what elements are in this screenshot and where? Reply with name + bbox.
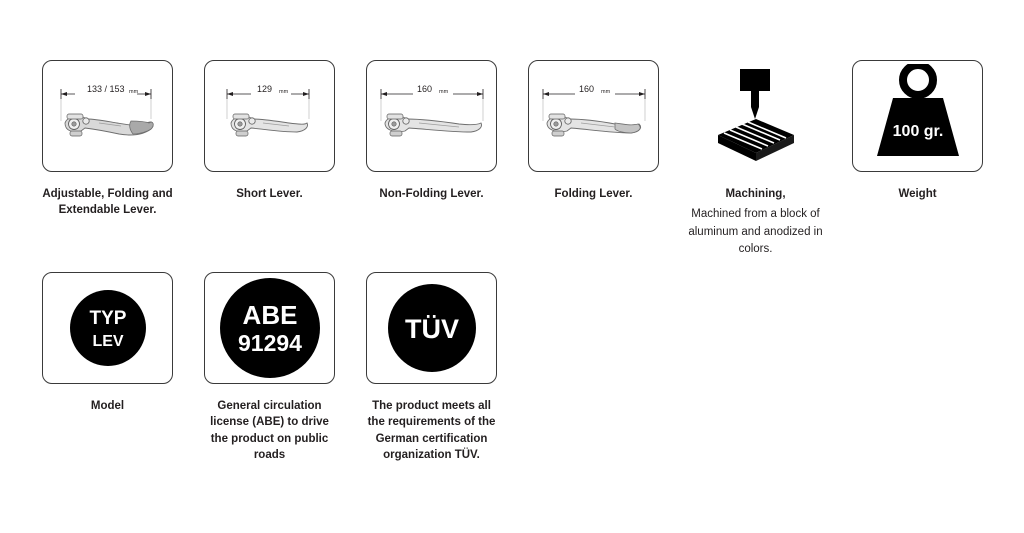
model-badge-line2: LEV: [91, 333, 124, 350]
feature-caption: Model: [90, 400, 125, 412]
tuv-badge-line1: TÜV: [404, 314, 459, 344]
feature-weight: [852, 60, 983, 202]
abe-badge-line2: 91294: [237, 330, 302, 356]
lever-shape: [385, 114, 482, 136]
dimension-unit: mm: [439, 89, 449, 95]
abe-badge-line1: ABE: [242, 300, 297, 330]
machining-card: [690, 60, 821, 172]
cnc-machining-icon: [696, 61, 816, 171]
dimension-unit: mm: [279, 89, 289, 95]
feature-non-folding-lever: [366, 60, 497, 202]
dimension-unit: mm: [601, 89, 611, 95]
model-badge-icon: [53, 276, 163, 380]
weight-card: [852, 60, 983, 172]
lever-shape: [231, 114, 308, 136]
lever-card-adjustable: [42, 60, 173, 172]
lever-diagram-folding: [529, 61, 658, 171]
dimension-unit: mm: [129, 89, 139, 95]
feature-short-lever: [204, 60, 335, 202]
lever-diagram-short: [205, 61, 334, 171]
feature-caption: Weight: [898, 188, 937, 200]
weight-icon: [859, 64, 977, 168]
feature-folding-lever: [528, 60, 659, 202]
tuv-badge-icon: [373, 274, 491, 382]
lever-diagram-adjustable: [43, 61, 172, 171]
feature-model: [42, 272, 173, 414]
dimension-text: 133 / 153: [87, 84, 125, 94]
dimension-text: 160: [417, 84, 433, 94]
feature-row-2: [42, 272, 528, 463]
feature-caption: The product meets all the requirements of the German certification organization TÜV.: [367, 400, 496, 461]
feature-caption: Adjustable, Folding and Extendable Lever.: [42, 188, 173, 217]
feature-adjustable-folding-extendable-lever: [42, 60, 173, 219]
feature-caption: Short Lever.: [236, 188, 303, 200]
feature-tuv: [366, 272, 497, 463]
model-badge-line1: TYP: [89, 308, 126, 329]
abe-badge-icon: [211, 274, 329, 382]
weight-value-text: 100 gr.: [892, 123, 943, 140]
feature-caption: Non-Folding Lever.: [379, 188, 484, 200]
lever-card-non-folding: [366, 60, 497, 172]
feature-abe: [204, 272, 335, 463]
abe-card: [204, 272, 335, 384]
feature-caption: General circulation license (ABE) to drive the product on public roads: [210, 400, 329, 461]
feature-caption: Machining,: [725, 188, 786, 200]
tuv-card: [366, 272, 497, 384]
lever-card-short: [204, 60, 335, 172]
lever-shape: [547, 114, 641, 136]
dimension-text: 160: [579, 84, 595, 94]
dimension-text: 129: [257, 84, 273, 94]
lever-diagram-non-folding: [367, 61, 496, 171]
feature-machining: [690, 60, 821, 258]
feature-caption: Folding Lever.: [554, 188, 633, 200]
feature-subcaption: Machined from a block of aluminum and anodized in colors.: [688, 208, 823, 255]
lever-shape: [65, 114, 153, 136]
model-card: [42, 272, 173, 384]
feature-row-1: [42, 60, 1014, 258]
lever-card-folding: [528, 60, 659, 172]
